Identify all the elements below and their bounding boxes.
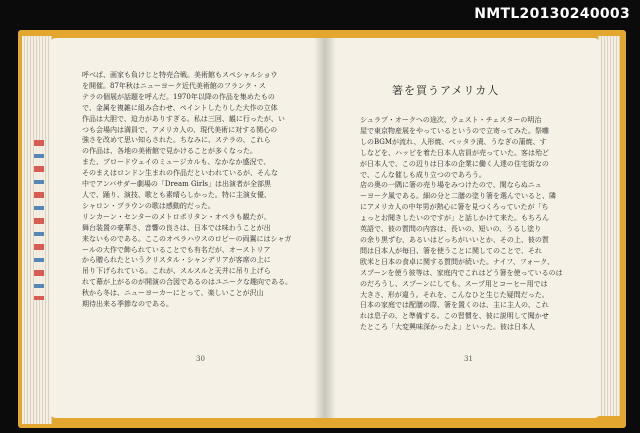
text-line: ょっとお聞きしたいのですが」と話しかけて来た。もちろん — [360, 214, 549, 223]
text-line: 英語で、彼の質問の内容は、長いの、短いの、うるし塗り — [360, 225, 542, 234]
text-line: たところ「大変興味深かったよ」といった。彼は日本人 — [360, 323, 535, 332]
chapter-title: 箸を買うアメリカ人 — [392, 84, 500, 97]
text-line: また、ブロードウェイのミュージカルも、なかなか盛況で、 — [82, 158, 271, 167]
book-gutter — [314, 38, 336, 418]
text-line: テラの個展が話題を呼んだ。1970年以降の作品を集めたもの — [82, 92, 275, 101]
text-line: しのBGMが流れ、人形焼、ベッタラ漬、うなぎの蒲焼、す — [360, 137, 547, 146]
text-line: 舞台装置の豪華さ、音響の良さは、日本では味わうことが出 — [82, 223, 271, 232]
text-line: ーヨーク風である。細の分と二膳の塗り箸を選んでいると、隣 — [360, 192, 556, 201]
text-line: が日本人で、この辺りは日本の企業に働く人達の住宅街なの — [360, 159, 549, 168]
text-line: しなどを、ハッピを着た日本人店員が売っていた。客は殆ど — [360, 148, 549, 157]
text-line: シャロン・ブラウンの歌は感動的だった。 — [82, 201, 215, 210]
text-line: から贈られたというクリスタル・シャンデリアが客席の上に — [82, 256, 271, 265]
text-line: シュラブ・オークへの途次、ウェスト・チェスターの明治 — [360, 116, 542, 124]
left-page-text — [82, 70, 300, 310]
text-line: 屋で東京物産展をやっているというので立寄ってみた。祭囃 — [360, 126, 549, 135]
text-line: 大きさ、形が違う。それを、こんなひと生じた疑問だった。 — [360, 290, 549, 299]
text-line: 店の奥の一隅に箸の売り場をみつけたので、閑ならぬニュ — [360, 181, 542, 190]
right-page-text — [360, 115, 578, 333]
archive-identifier: NMTL20130240003 — [474, 6, 630, 22]
text-line: 欧米と日本の食卓に関する質問が続いた。ナイフ、フォーク、 — [360, 257, 555, 266]
right-page-number: 31 — [464, 355, 473, 363]
text-line: 来ないものである。ここのオペラハウスのロビーの両翼にはシャガ — [82, 234, 292, 243]
text-line: つも会場内は満員で、アメリカ人の、現代美術に対する関心の — [82, 125, 278, 134]
text-line: で、金属を複雑に組み合わせ、ペイントしたりした大作の立体 — [82, 103, 278, 112]
text-line: の作品は、各地の美術館で見かけることが多くなった。 — [82, 147, 257, 156]
text-line: 強さを改めて思い知らされた。ちなみに、ステラの、これら — [82, 136, 271, 145]
text-line: の余り黒ずむ、あるいはどっちがいいとか、その上、彼の質 — [360, 235, 549, 244]
text-line: 中でアンバサダー劇場の「Dream Girls」は出演者が全部黒 — [82, 180, 272, 189]
page-edges-right — [598, 36, 620, 416]
text-line: で、こんな催しも成り立つのであろう。 — [360, 170, 486, 179]
text-line: れは息子の、と準備する。この習慣を、彼に説明して聞かせ — [360, 312, 549, 321]
text-line: のだろうし、スプーンにしても、スープ用とコーヒー用では — [360, 279, 548, 288]
bookmark-stripes — [34, 140, 44, 300]
text-line: 人で、踊り、演技、歌とも素晴らしかった。特に主演女優、 — [82, 190, 271, 199]
text-line: ールの大作で飾られていることでも有名だが、オーストリア — [82, 245, 271, 254]
text-line: を開催。87年秋はニューヨーク近代美術館のフランク・ス — [82, 81, 266, 90]
text-line: 秋から冬は、ニューヨーカーにとって、楽しいことが沢山 — [82, 289, 264, 298]
text-line: れて幕が上がるのが開演の合図であるのはユニークな趣向である。 — [82, 278, 292, 287]
text-line: スプーンを使う彼等は、家庭内でこれはどう箸を使っているのは — [360, 268, 563, 277]
text-line: 作品は大胆で、迫力がありすぎる。私は三回、観に行ったが、い — [82, 114, 285, 123]
text-line: そのまえはロンドン生まれの作品だといわれているが、そんな — [82, 169, 278, 178]
text-line: 期待出来る季節なのである。 — [82, 300, 173, 309]
text-line: にアメリカ人の中年男が熱心に箸を見つくろっていたが「ち — [360, 203, 549, 212]
left-page-number: 30 — [196, 355, 205, 363]
text-line: 日本の家庭では配膳の際、箸を置くのは、主に主人の、これ — [360, 301, 549, 310]
text-line: リンカーン・センターのメトロポリタン・オペラも観たが、 — [82, 212, 271, 221]
text-line: 問は日本人が毎日、箸を使うことに関してのことで、それ — [360, 246, 542, 255]
text-line: 呼べば、画家も負けじと特売合戦。美術館もスペシャルショウ — [82, 71, 278, 79]
text-line: 吊り下げられている。これが、スルスルと天井に吊り上げら — [82, 267, 271, 276]
